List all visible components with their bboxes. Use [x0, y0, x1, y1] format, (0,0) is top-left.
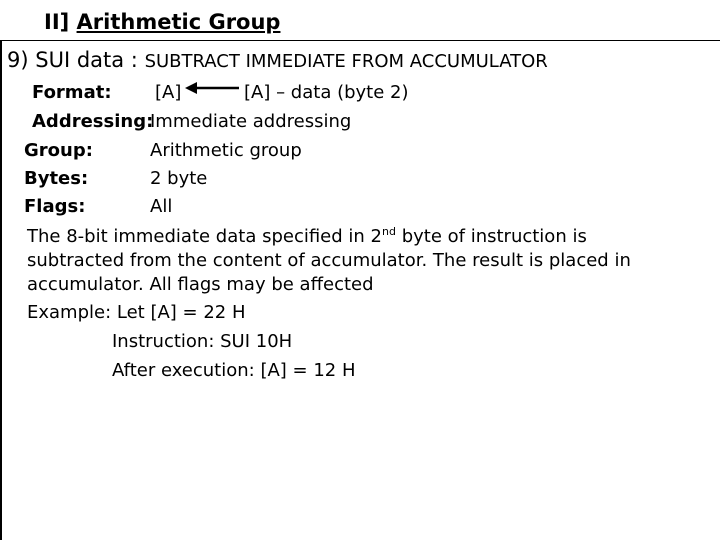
description-line-2: subtracted from the content of accumulator. The result is placed in [27, 250, 631, 271]
group-label: Group: [24, 140, 93, 161]
group-value: Arithmetic group [150, 140, 302, 161]
flags-label: Flags: [24, 196, 86, 217]
description-line-3: accumulator. All flags may be affected [27, 274, 374, 295]
bytes-label: Bytes: [24, 168, 89, 189]
addressing-label: Addressing: [32, 111, 154, 132]
format-src: [A] – data (byte 2) [244, 82, 409, 103]
instruction-number: 9) [7, 48, 29, 72]
left-arrow-icon [185, 80, 241, 96]
format-label: Format: [32, 82, 112, 103]
heading-title: Arithmetic Group [76, 10, 281, 34]
section-heading [44, 10, 280, 34]
format-dest: [A] [155, 82, 182, 103]
instruction-mnemonic: SUI data : [35, 48, 138, 72]
example-line-3: After execution: [A] = 12 H [112, 360, 356, 381]
addressing-value: Immediate addressing [150, 111, 352, 132]
instruction-description: SUBTRACT IMMEDIATE FROM ACCUMULATOR [144, 51, 548, 72]
left-border-line [0, 40, 2, 540]
flags-value: All [150, 196, 173, 217]
description-line-1 [27, 226, 587, 247]
description-line-1-post: byte of instruction is [395, 226, 587, 247]
instruction-title [7, 48, 548, 72]
example-line-2: Instruction: SUI 10H [112, 331, 293, 352]
ordinal-suffix: nd [382, 225, 396, 238]
example-line-1: Example: Let [A] = 22 H [27, 302, 246, 323]
bytes-value: 2 byte [150, 168, 208, 189]
heading-prefix: II] [44, 10, 70, 34]
description-line-1-pre: The 8-bit immediate data specified in 2 [27, 226, 382, 247]
top-border-line [0, 40, 720, 41]
